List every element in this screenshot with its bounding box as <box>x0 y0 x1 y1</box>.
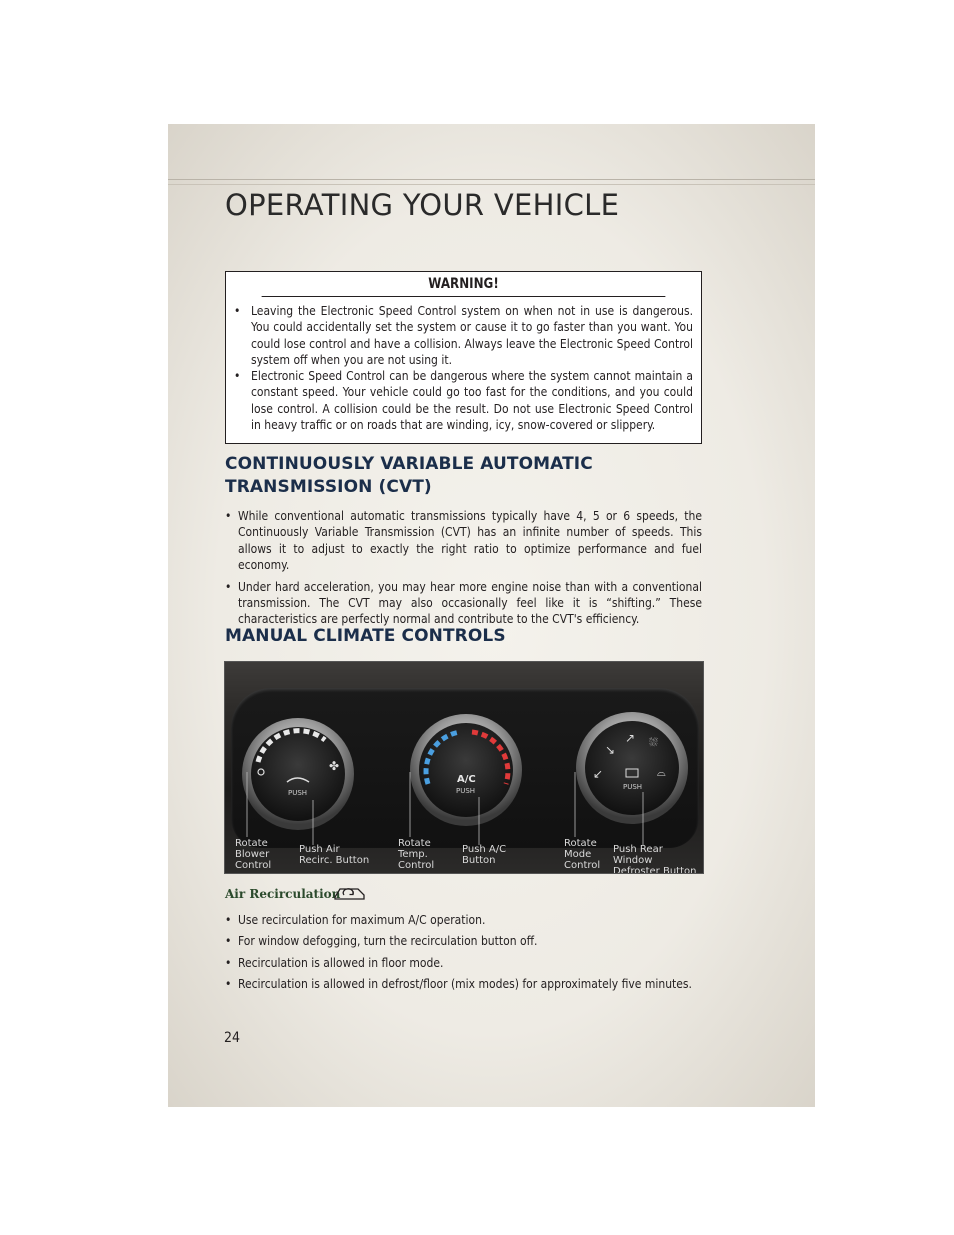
climate-heading: MANUAL CLIMATE CONTROLS <box>225 626 506 646</box>
svg-text:⌓: ⌓ <box>657 766 666 779</box>
warning-list <box>226 297 701 433</box>
ac-label: A/C <box>457 774 476 785</box>
label-push-rear-defrost: Push Rear Window Defroster Button <box>613 844 697 874</box>
cvt-item: • Under hard acceleration, you may hear more engine noise than with a conventional transmission. The CVT may also occasionally feel like it is “shifting.” These characteristics are perfectly normal and contribute to the CVT's efficiency. <box>225 579 702 628</box>
temperature-knob <box>410 714 522 826</box>
svg-text:⛆: ⛆ <box>649 736 658 749</box>
page-number: 24 <box>224 1030 241 1046</box>
warning-box <box>225 271 702 444</box>
blower-push-label: PUSH <box>288 789 308 797</box>
manual-page <box>168 124 815 1107</box>
mode-push-label: PUSH <box>623 783 643 791</box>
recirculation-list <box>225 912 702 998</box>
recirculation-icon <box>332 883 368 903</box>
temp-push-label: PUSH <box>456 787 476 795</box>
knobs-illustration <box>225 662 704 874</box>
svg-text:↘: ↘ <box>605 743 616 757</box>
label-rotate-blower: Rotate Blower Control <box>235 838 272 871</box>
cvt-heading-line2: TRANSMISSION (CVT) <box>225 477 432 497</box>
recirculation-item: • Recirculation is allowed in floor mode. <box>225 955 702 971</box>
header-rule <box>168 179 815 180</box>
cvt-list <box>225 508 702 633</box>
label-rotate-temp: Rotate Temp. Control <box>398 838 435 871</box>
recirculation-item: • Use recirculation for maximum A/C operation. <box>225 912 702 928</box>
svg-text:✤: ✤ <box>329 759 340 773</box>
blower-knob <box>242 718 354 830</box>
mode-knob <box>576 712 688 824</box>
svg-text:↙: ↙ <box>593 767 604 781</box>
warning-title: WARNING! <box>262 272 666 297</box>
cvt-item: • While conventional automatic transmissions typically have 4, 5 or 6 speeds, the Continuously Variable Transmission (CVT) has an infinite number of speeds. This allows it to adjust to exactly the right ratio to optimize performance and fuel economy. <box>225 508 702 574</box>
cvt-heading <box>225 453 593 499</box>
cvt-heading-line1: CONTINUOUSLY VARIABLE AUTOMATIC <box>225 454 593 474</box>
warning-item: • Leaving the Electronic Speed Control system on when not in use is dangerous. You could accidentally set the system or cause it to go faster than you want. You could lose control and have a collision. Always leave the Electronic Speed Control system off when you are not using it. <box>234 303 693 368</box>
climate-controls-photo <box>224 661 704 874</box>
svg-text:↗: ↗ <box>625 731 636 745</box>
label-rotate-mode: Rotate Mode Control <box>564 838 601 871</box>
recirculation-item: • Recirculation is allowed in defrost/floor (mix modes) for approximately five minutes. <box>225 976 702 992</box>
chapter-title: OPERATING YOUR VEHICLE <box>225 188 620 222</box>
recirculation-item: • For window defogging, turn the recirculation button off. <box>225 933 702 949</box>
header-rule-secondary <box>168 184 815 185</box>
warning-item: • Electronic Speed Control can be dangerous where the system cannot maintain a constant speed. Your vehicle could go too fast for the conditions, and you could lose control. A collision could be the result. Do not use Electronic Speed Control in heavy traffic or on roads that are winding, icy, snow-covered or slippery. <box>234 368 693 433</box>
air-recirculation-subheading: Air Recirculation <box>225 887 341 901</box>
label-push-ac: Push A/C Button <box>462 844 507 866</box>
label-push-recirc: Push Air Recirc. Button <box>299 844 370 866</box>
